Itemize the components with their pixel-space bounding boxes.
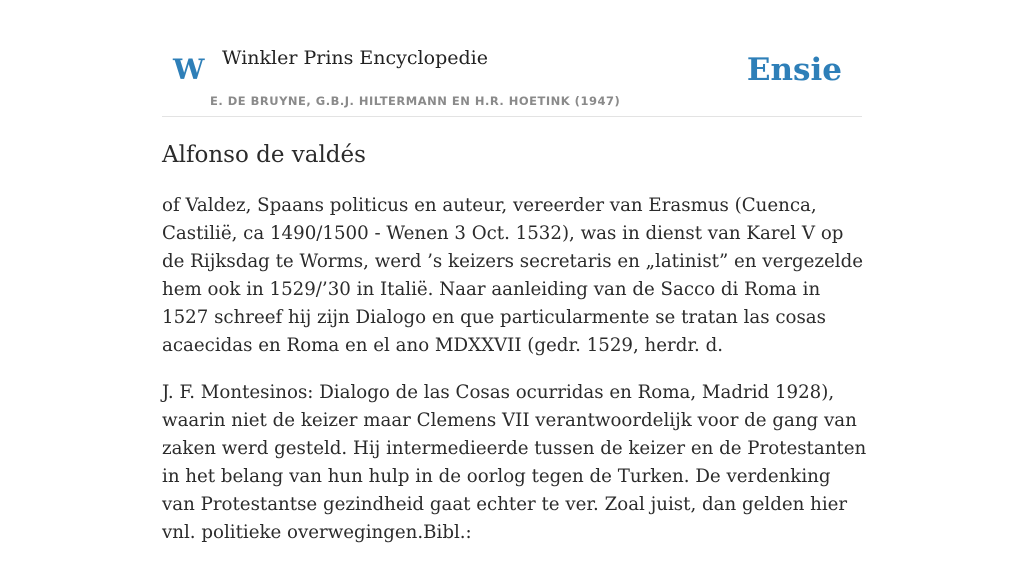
brand-logo[interactable]: Ensie: [746, 52, 842, 88]
site-header: [162, 0, 862, 117]
entry-paragraph: of Valdez, Spaans politicus en auteur, vereerder van Erasmus (Cuenca, Castilië, ca 1490/1500 - Wenen 3 Oct. 1532), was in dienst van Karel V op de Rijksdag te Worms, werd ’s keizers secretaris en „latinist” en vergezelde hem ook in 1529/’30 in Italië. Naar aanleiding van de Sacco di Roma in 1527 schreef hij zijn Dialogo en que particularmente se tratan las cosas acaecidas en Roma en el ano MDXXVII (gedr. 1529, herdr. d.: [162, 195, 863, 356]
logo-icon[interactable]: W: [173, 53, 205, 86]
publication-authors: E. DE BRUYNE, G.B.J. HILTERMANN EN H.R. HOETINK (1947): [210, 94, 621, 108]
entry-body: [162, 192, 868, 566]
entry-title: Alfonso de valdés: [162, 142, 366, 168]
entry-paragraph: J. F. Montesinos: Dialogo de las Cosas ocurridas en Roma, Madrid 1928), waarin niet de keizer maar Clemens VII verantwoordelijk voor de gang van zaken werd gesteld. Hij intermedieerde tussen de keizer en de Protestanten in het belang van hun hulp in de oorlog tegen de Turken. De verdenking van Protestantse gezindheid gaat echter te ver. Zoal juist, dan gelden hier vnl. politieke overwegingen.Bibl.:: [162, 382, 867, 543]
publication-title[interactable]: Winkler Prins Encyclopedie: [222, 47, 488, 69]
